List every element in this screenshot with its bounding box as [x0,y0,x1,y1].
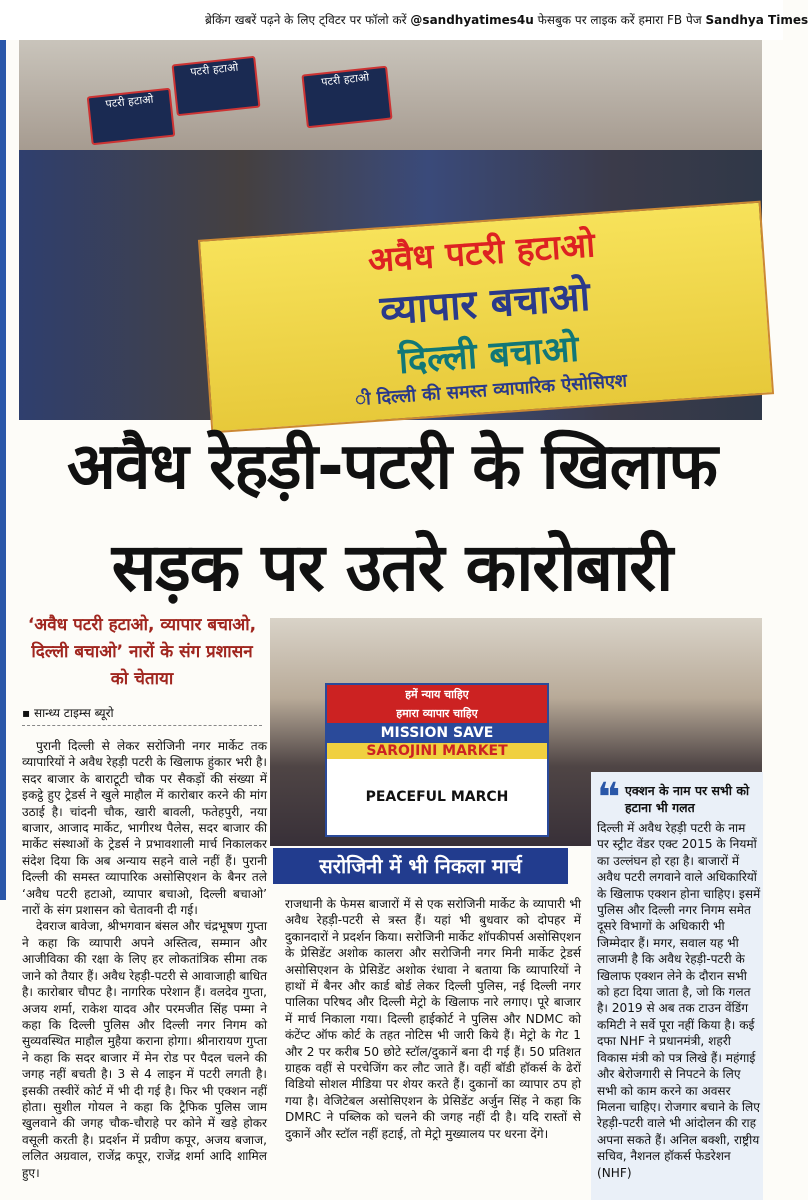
placard: पटरी हटाओ [172,56,261,116]
placard: पटरी हटाओ [301,66,392,129]
banner-line: ी दिल्ली की समस्त व्यापारिक ऐसोसिएश [354,370,628,411]
banner-line: हमें न्याय चाहिए [327,685,547,704]
byline: ▪ सान्ध्य टाइम्स ब्यूरो [22,706,114,720]
article-paragraph: पुरानी दिल्ली से लेकर सरोजिनी नगर मार्केट तक व्यापारियों ने अवैध रेहड़ी पटरी के खिलाफ हुंकार भरी है। सदर बाजार के बाराटूटी चौक पर सैकड़ों की संख्या में इकट्ठे हुए ट्रेडर्स ने खुले माहौल में कारोबार करने की मांग उठाई है। चांदनी चौक, खारी बावली, फतेहपुरी, नया बाजार, आजाद मार्केट, भागीरथ पैलेस, सदर बाजार की मार्केट संस्थाओं के ट्रेडर्स ने प्रभावशाली मार्च निकालकर संदेश दिया कि अब अन्याय सहने वाले नहीं हैं। पुरानी दिल्ली की समस्त व्यापारिक असोसिएशन के बैनर तले ‘अवैध पटरी हटाओ, व्यापार बचाओ, दिल्ली बचाओ’ नारों के संग प्रशासन को चेतावनी दी गई। [22,739,267,918]
banner-line: व्यापार बचाओ [378,273,592,335]
headline-line-2: सड़क पर उतरे कारोबारी [111,529,673,606]
placard: पटरी हटाओ [87,88,176,146]
article-body [22,738,267,1181]
twitter-promo: ब्रेकिंग खबरें पढ़ने के लिए ट्विटर पर फॉलो करें [205,13,407,27]
promo-text [205,0,808,40]
article-paragraph: देवराज बावेजा, श्रीभगवान बंसल और चंद्रभूषण गुप्ता ने कहा कि व्यापारी अपने अस्तित्व, सम्मान और आजीविका की रक्षा के लिए हर लोकतांत्रिक सीमा तक जाने को तैयार हैं। अवैध रेहड़ी-पटरी से आवाजाही बाधित है। कारोबार चौपट है। नागरिक परेशान हैं। वलदेव गुप्ता, अजय शर्मा, राकेश यादव और परमजीत सिंह पम्मा ने कहा कि दिल्ली पुलिस और दिल्ली नगर निगम को सुव्यवस्थित माहौल मुहैया कराना होगा। श्रीनारायण गुप्ता ने कहा कि सदर बाजार में मेन रोड पर पैदल चलने की जगह नहीं बचती है। 3 से 4 लाइन में पटरी लगती है। इसकी तस्वीरें कोर्ट में भी दी गई है। फिर भी एक्शन नहीं होता। सुशील गोयल ने कहा कि ट्रैफिक पुलिस जाम खुलवाने की जगह चौक-चौराहे पर कोने में खड़े होकर वसूली करती है। प्रदर्शन में प्रवीण कपूर, अजय बजाज, ललित अग्रवाल, राजेंद्र कपूर, राजेंद्र शर्मा आदि शामिल हुए। [22,919,267,1180]
sidebar-body: दिल्ली में अवैध रेहड़ी पटरी के नाम पर स्ट्रीट वेंडर एक्ट 2015 के नियमों का उल्लंघन हो रहा है। बाजारों में अवैध पटरी लगवाने वाले अधिकारियों के खिलाफ एक्शन होना चाहिए। इसमें पुलिस और दिल्ली नगर निगम समेत दूसरे विभागों के अधिकारी भी जिम्मेदार हैं। मगर, सवाल यह भी लाजमी है कि अवैध रेहड़ी-पटरी के खिलाफ एक्शन लेने के दौरान सभी को हटा दिया जाता है, जो कि गलत है। 2019 से अब तक टाउन वेंडिंग कमिटी ने सर्वे पूरा नहीं किया है। कई दफा NHF ने प्रधानमंत्री, शहरी विकास मंत्री को पत्र लिखे हैं। महंगाई और बेरोजगारी से निपटने के लिए सभी को काम करने का अवसर मिलना चाहिए। रोजगार बचाने के लिए रेहड़ी-पटरी वाले भी आंदोलन की राह अपना सकते हैं। अनिल बक्शी, राष्ट्रीय सचिव, नैशनल हॉकर्स फेडरेशन (NHF) [597,821,761,1180]
quote-icon: ❝ [597,775,621,821]
banner-line: PEACEFUL MARCH [365,789,509,805]
left-accent-bar [0,40,6,900]
banner-line: SAROJINI MARKET [327,743,547,759]
subheadline: ‘अवैध पटरी हटाओ, व्यापार बचाओ, दिल्ली बचाओ’ नारों के संग प्रशासन को चेताया [27,615,257,689]
divider [22,725,262,726]
headline-line-1: अवैध रेहड़ी-पटरी के खिलाफ [67,430,717,504]
twitter-handle[interactable]: @sandhyatimes4u [410,13,534,27]
banner-line: हमारा व्यापार चाहिए [327,704,547,723]
banner-line: दिल्ली बचाओ [397,328,581,383]
protest-banner [198,201,774,434]
facebook-promo: फेसबुक पर लाइक करें हमारा FB पेज [537,13,702,27]
sarojini-article-body: राजधानी के फेमस बाजारों में से एक सरोजिनी मार्केट के व्यापारी भी अवैध रेहड़ी-पटरी से त्रस्त हैं। यहां भी बुधवार को दोपहर में दुकानदारों ने प्रदर्शन किया। सरोजिनी मार्केट शॉपकीपर्स असोसिएशन के प्रेसिडेंट अशोक कालरा और सरोजिनी नगर मिनी मार्केट ट्रेडर्स असोसिएशन के प्रेसिडेंट अशोक रंधावा ने बताया कि व्यापारियों ने हाथों में बैनर और कार्ड बोर्ड लेकर दिल्ली पुलिस, नई दिल्ली नगर पालिका परिषद और दिल्ली मेट्रो के खिलाफ नारे लगाए। पूरे बाजार में मार्च निकाला गया। दिल्ली हाईकोर्ट ने पुलिस और NDMC को कंटेंप्ट ऑफ कोर्ट के तहत नोटिस भी जारी किये हैं। मेट्रो के गेट 1 और 2 पर करीब 50 छोटे स्टॉल/दुकानें बना दी गई हैं। 50 प्रतिशत ग्राहक वहीं से परचेजिंग कर लौट जाते हैं। वहीं बॉडी हॉकर्स के ढेरों विडियो सोशल मीडिया पर शेयर करते हैं। दुकानों का व्यापार ठप हो गया है। वेजिटेबल असोसिएशन के प्रेसिडेंट अर्जुन सिंह ने कहा कि DMRC ने पब्लिक को चलने की जगह नहीं दी है। यदि रास्तों से दुकानें और स्टॉल नहीं हटाई, तो मेट्रो मुख्यालय पर धरना देंगे। [285,897,581,1141]
sarojini-banner [325,683,549,837]
main-photo [19,40,762,416]
facebook-page[interactable]: Sandhya Times [705,13,808,27]
banner-line: MISSION SAVE [327,723,547,743]
banner-line: अवैध पटरी हटाओ [366,225,597,282]
section-title: सरोजिनी में भी निकला मार्च [273,848,568,884]
sidebar-title: एक्शन के नाम पर सभी को हटाना भी गलत [625,783,750,815]
top-promo-bar [0,0,808,40]
